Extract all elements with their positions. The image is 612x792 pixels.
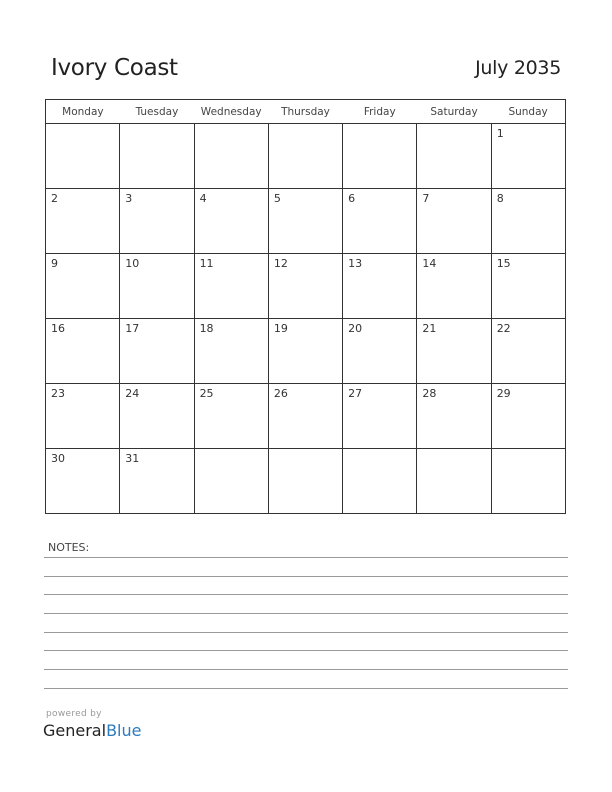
day-number: 20 bbox=[348, 322, 363, 335]
calendar-grid bbox=[45, 99, 566, 514]
notes-line bbox=[44, 594, 568, 595]
day-cell bbox=[194, 124, 268, 189]
day-cell bbox=[268, 189, 342, 254]
notes-line bbox=[44, 650, 568, 651]
day-number: 24 bbox=[125, 387, 140, 400]
day-cell bbox=[343, 319, 417, 384]
day-number: 16 bbox=[51, 322, 65, 335]
day-cell bbox=[268, 449, 342, 514]
day-number: 22 bbox=[496, 322, 511, 335]
day-number: 23 bbox=[51, 387, 65, 400]
day-cell bbox=[491, 254, 565, 319]
weekday-header: Monday bbox=[46, 100, 120, 124]
day-number: 31 bbox=[125, 452, 140, 465]
week-row bbox=[46, 384, 566, 449]
weekday-header: Saturday bbox=[417, 100, 491, 124]
day-number: 28 bbox=[422, 387, 437, 400]
day-cell bbox=[46, 189, 120, 254]
day-cell bbox=[417, 319, 491, 384]
day-number: 11 bbox=[199, 257, 214, 270]
notes-line bbox=[44, 669, 568, 670]
day-number: 15 bbox=[496, 257, 511, 270]
notes-label: NOTES: bbox=[48, 541, 90, 554]
day-cell bbox=[194, 449, 268, 514]
day-number bbox=[417, 449, 490, 452]
day-cell bbox=[343, 189, 417, 254]
day-cell bbox=[120, 189, 194, 254]
day-cell bbox=[46, 384, 120, 449]
day-number bbox=[269, 449, 342, 452]
day-cell bbox=[491, 384, 565, 449]
day-number bbox=[195, 124, 268, 127]
day-number bbox=[120, 124, 193, 127]
day-cell bbox=[491, 189, 565, 254]
day-cell bbox=[343, 254, 417, 319]
day-number: 26 bbox=[273, 387, 288, 400]
day-cell bbox=[46, 319, 120, 384]
day-cell bbox=[417, 124, 491, 189]
day-cell bbox=[343, 449, 417, 514]
day-number: 3 bbox=[125, 192, 133, 205]
notes-line bbox=[44, 632, 568, 633]
day-cell bbox=[417, 449, 491, 514]
day-number: 2 bbox=[51, 192, 58, 205]
notes-line bbox=[44, 576, 568, 577]
week-row bbox=[46, 124, 566, 189]
day-cell bbox=[194, 189, 268, 254]
day-number: 5 bbox=[273, 192, 281, 205]
day-cell bbox=[417, 189, 491, 254]
day-cell bbox=[120, 124, 194, 189]
day-number: 12 bbox=[273, 257, 288, 270]
day-cell bbox=[343, 124, 417, 189]
calendar-country-title: Ivory Coast bbox=[51, 55, 178, 81]
day-cell bbox=[194, 319, 268, 384]
day-cell bbox=[268, 319, 342, 384]
day-cell bbox=[120, 384, 194, 449]
day-cell bbox=[46, 124, 120, 189]
weekday-header: Sunday bbox=[491, 100, 565, 124]
week-row bbox=[46, 319, 566, 384]
day-number: 4 bbox=[199, 192, 207, 205]
day-number: 19 bbox=[273, 322, 288, 335]
day-number bbox=[492, 449, 565, 452]
day-cell bbox=[46, 449, 120, 514]
day-cell bbox=[491, 319, 565, 384]
day-number bbox=[195, 449, 268, 452]
day-number: 7 bbox=[422, 192, 430, 205]
day-cell bbox=[343, 384, 417, 449]
day-cell bbox=[194, 384, 268, 449]
calendar-month-year: July 2035 bbox=[475, 57, 561, 79]
day-number: 10 bbox=[125, 257, 140, 270]
day-number: 27 bbox=[348, 387, 363, 400]
day-cell bbox=[120, 319, 194, 384]
week-row bbox=[46, 189, 566, 254]
day-number bbox=[46, 124, 119, 127]
notes-line bbox=[44, 557, 568, 558]
day-cell bbox=[268, 384, 342, 449]
day-number: 13 bbox=[348, 257, 363, 270]
day-cell bbox=[491, 124, 565, 189]
day-number bbox=[269, 124, 342, 127]
day-cell bbox=[491, 449, 565, 514]
day-number: 29 bbox=[496, 387, 511, 400]
day-number: 18 bbox=[199, 322, 214, 335]
day-cell bbox=[194, 254, 268, 319]
brand-logo-blue: Blue bbox=[106, 721, 142, 740]
powered-by-text: powered by bbox=[46, 709, 102, 719]
weekday-header-row bbox=[46, 100, 566, 124]
day-number: 21 bbox=[422, 322, 437, 335]
day-cell bbox=[268, 124, 342, 189]
notes-line bbox=[44, 613, 568, 614]
day-number: 25 bbox=[199, 387, 214, 400]
brand-logo-general: General bbox=[43, 721, 107, 740]
day-number bbox=[343, 449, 416, 452]
day-number: 30 bbox=[51, 452, 65, 465]
day-cell bbox=[268, 254, 342, 319]
day-number: 1 bbox=[496, 127, 504, 140]
weekday-header: Wednesday bbox=[194, 100, 268, 124]
day-number: 17 bbox=[125, 322, 140, 335]
weekday-header: Friday bbox=[343, 100, 417, 124]
week-row bbox=[46, 449, 566, 514]
day-number: 14 bbox=[422, 257, 437, 270]
brand-logo bbox=[43, 721, 141, 740]
weekday-header: Tuesday bbox=[120, 100, 194, 124]
day-cell bbox=[120, 254, 194, 319]
day-cell bbox=[120, 449, 194, 514]
day-number: 6 bbox=[348, 192, 356, 205]
weekday-header: Thursday bbox=[268, 100, 342, 124]
day-cell bbox=[46, 254, 120, 319]
notes-line bbox=[44, 688, 568, 689]
week-row bbox=[46, 254, 566, 319]
day-number bbox=[417, 124, 490, 127]
day-number: 9 bbox=[51, 257, 58, 270]
day-number bbox=[343, 124, 416, 127]
day-cell bbox=[417, 384, 491, 449]
day-number: 8 bbox=[496, 192, 504, 205]
day-cell bbox=[417, 254, 491, 319]
